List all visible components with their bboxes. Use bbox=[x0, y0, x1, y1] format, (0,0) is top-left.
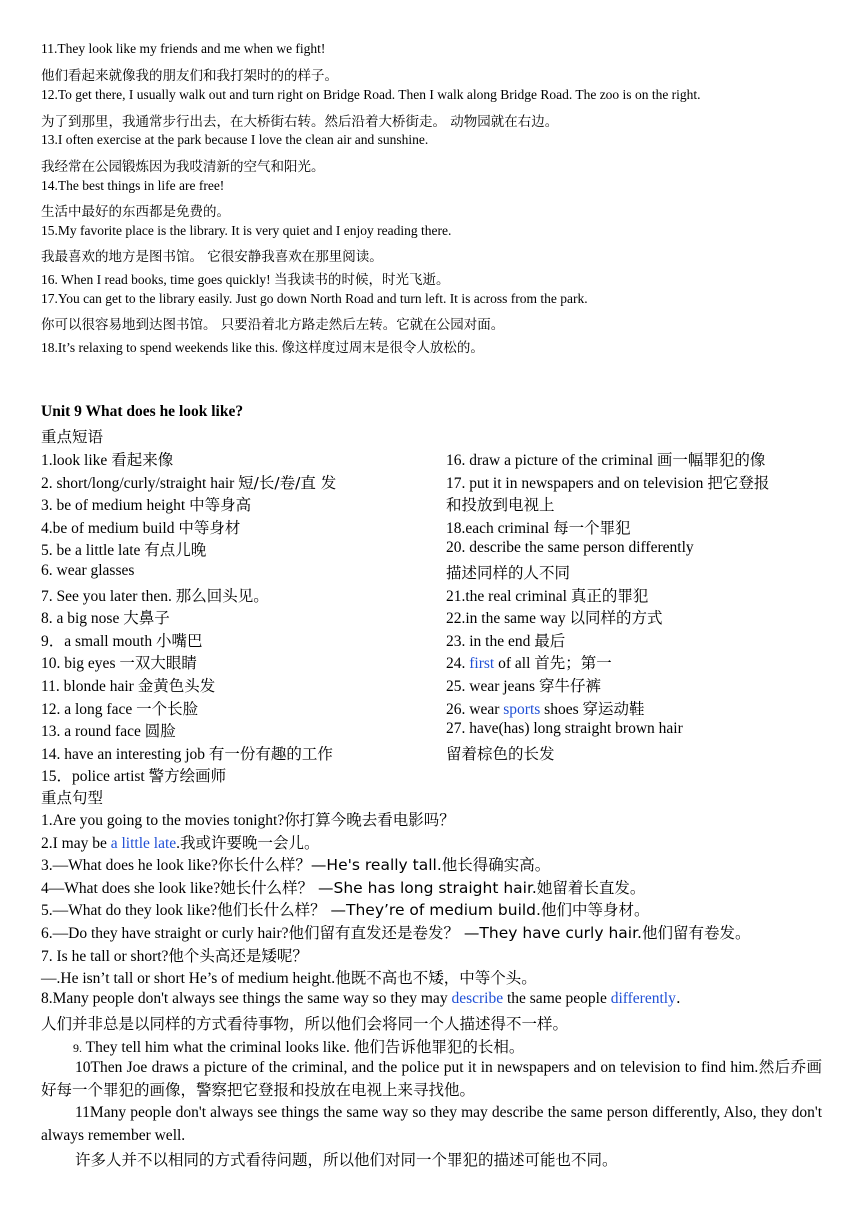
phrase-en: 5. be a little late bbox=[41, 542, 141, 560]
phrase-item bbox=[446, 538, 694, 557]
phrase-en: 8. a big nose bbox=[41, 610, 120, 628]
phrase-en-tail: of all bbox=[494, 655, 531, 673]
sentence-en: 5.—What do they look like? bbox=[41, 902, 218, 920]
phrase-item bbox=[41, 538, 206, 560]
phrase-en: 11. blonde hair bbox=[41, 678, 134, 695]
phrase-zh: 把它登报 bbox=[707, 473, 770, 492]
phrase-item bbox=[41, 719, 176, 741]
sentence-16-zh: 当我读书的时候，时光飞逝。 bbox=[273, 272, 450, 288]
phrase-zh: 有点儿晚 bbox=[144, 541, 207, 560]
sentence-14-zh: 生活中最好的东西都是免费的。 bbox=[41, 204, 230, 220]
sentence-en: —.He isn’t tall or short He’s of medium height. bbox=[41, 970, 336, 988]
phrase-en: 18.each criminal bbox=[446, 519, 550, 537]
phrase-item bbox=[41, 742, 333, 764]
sentence-highlight: a little late bbox=[110, 834, 177, 852]
phrase-en: 14. have an interesting job bbox=[41, 745, 205, 763]
phrase-item bbox=[446, 651, 612, 673]
phrase-en: 17. put it in newspapers and on television bbox=[446, 474, 704, 492]
item-9-number: 9. bbox=[73, 1041, 82, 1055]
phrase-item bbox=[446, 697, 645, 719]
sentence-17-zh: 你可以很容易地到达图书馆。 只要沿着北方路走然后左转。它就在公园对面。 bbox=[41, 317, 505, 333]
sentence-zh: 她长什么样？ —She has long straight hair.她留着长直发。 bbox=[220, 878, 646, 897]
sentence-en: 1.Are you going to the movies tonight? bbox=[41, 812, 285, 829]
phrase-en: 15．police artist bbox=[41, 768, 145, 786]
sentence-zh: . bbox=[675, 988, 681, 1007]
phrase-item bbox=[41, 674, 215, 696]
phrase-zh: 中等身材 bbox=[178, 518, 241, 537]
sentence-13-en: 13.I often exercise at the park because I love the clean air and sunshine. bbox=[41, 132, 429, 147]
phrase-zh: 和投放到电视上 bbox=[446, 496, 555, 515]
phrase-zh: 留着棕色的长发 bbox=[446, 744, 555, 763]
sentence-zh: 他个头高还是矮呢？ bbox=[168, 946, 308, 965]
sentence-highlight-2: differently bbox=[610, 989, 676, 1007]
sentence-item bbox=[41, 876, 645, 898]
phrase-zh: 中等身高 bbox=[189, 496, 252, 515]
phrase-zh: 有一份有趣的工作 bbox=[208, 744, 333, 763]
sentence-18-zh: 像这样度过周末是很令人放松的。 bbox=[281, 340, 484, 356]
sentence-item bbox=[41, 831, 320, 853]
phrases-heading: 重点短语 bbox=[41, 428, 104, 446]
phrase-zh: 穿运动鞋 bbox=[582, 699, 645, 718]
sentence-8-zh: 人们并非总是以同样的方式看待事物，所以他们会将同一个人描述得不一样。 bbox=[41, 1015, 569, 1033]
sentences-heading: 重点句型 bbox=[41, 789, 104, 807]
item-11-zh: 许多人并不以相同的方式看待问题，所以他们对同一个罪犯的描述可能也不同。 bbox=[75, 1151, 618, 1169]
phrase-item bbox=[41, 651, 197, 673]
phrase-en: 9．a small mouth bbox=[41, 632, 153, 650]
sentence-en: 2.I may be bbox=[41, 834, 111, 852]
sentence-11-zh: 他们看起来就像我的朋友们和我打架时的的样子。 bbox=[41, 68, 338, 84]
phrase-zh: 一个长脸 bbox=[136, 699, 199, 718]
phrase-item bbox=[41, 584, 269, 606]
phrase-item bbox=[446, 516, 631, 538]
item-9-zh: 他们告诉他罪犯的长相。 bbox=[353, 1038, 525, 1056]
phrase-en: 7. See you later then. bbox=[41, 587, 172, 605]
phrase-en: 10. big eyes bbox=[41, 655, 116, 673]
phrase-item bbox=[446, 629, 565, 651]
sentence-17-en: 17.You can get to the library easily. Just go down North Road and turn left. It is across from the park. bbox=[41, 291, 588, 306]
phrase-item bbox=[446, 719, 683, 738]
phrase-en: 24. bbox=[446, 655, 470, 673]
sentence-item bbox=[41, 989, 681, 1008]
phrase-en: 1.look like bbox=[41, 452, 108, 469]
phrase-item bbox=[446, 561, 570, 583]
phrase-en: 27. have(has) long straight brown hair bbox=[446, 720, 683, 738]
sentence-en: 4—What does she look like? bbox=[41, 879, 221, 897]
sentence-en: 8.Many people don't always see things the same way so they may bbox=[41, 989, 452, 1007]
phrase-en-tail: shoes bbox=[540, 700, 579, 718]
phrase-en: 2. short/long/curly/straight hair bbox=[41, 474, 235, 492]
phrase-item bbox=[446, 493, 555, 515]
sentence-en-mid: . bbox=[176, 834, 181, 852]
sentence-en: 6.—Do they have straight or curly hair? bbox=[41, 925, 289, 942]
sentence-item bbox=[41, 966, 537, 988]
sentence-item bbox=[41, 898, 649, 920]
phrase-item bbox=[41, 629, 202, 651]
phrase-zh: 看起来像 bbox=[111, 451, 174, 469]
phrase-zh: 小嘴巴 bbox=[155, 631, 203, 650]
phrase-en: 21.the real criminal bbox=[446, 587, 567, 605]
sentence-item bbox=[41, 853, 550, 875]
phrase-item bbox=[41, 448, 173, 470]
sentence-zh: 你长什么样？—He's really tall.他长得确实高。 bbox=[217, 856, 551, 875]
phrase-zh: 金黄色头发 bbox=[137, 677, 216, 695]
unit-title: Unit 9 What does he look like? bbox=[41, 403, 244, 420]
phrase-item bbox=[446, 606, 663, 628]
sentence-item bbox=[41, 944, 308, 966]
phrase-zh: 真正的罪犯 bbox=[570, 586, 649, 605]
sentence-18 bbox=[41, 336, 484, 356]
phrase-highlight: sports bbox=[503, 700, 541, 718]
phrase-item bbox=[41, 697, 198, 719]
phrase-zh: 短/长/卷/直 发 bbox=[238, 473, 337, 492]
phrase-item bbox=[41, 561, 134, 580]
sentence-12-zh: 为了到那里，我通常步行出去，在大桥街右转。然后沿着大桥街走。 动物园就在右边。 bbox=[41, 114, 559, 130]
phrase-en: 4.be of medium build bbox=[41, 519, 175, 537]
sentence-15-zh: 我最喜欢的地方是图书馆。 它很安静我喜欢在那里阅读。 bbox=[41, 249, 383, 265]
item-11-paragraph: 11Many people don't always see things the same way so they may describe the same person differently, Also, they don't always remember well. bbox=[41, 1104, 822, 1144]
sentence-zh: 我或许要晚一会儿。 bbox=[180, 833, 320, 852]
phrase-en: 13. a round face bbox=[41, 723, 141, 741]
phrase-en: 20. describe the same person differently bbox=[446, 539, 694, 557]
sentence-en: 7. Is he tall or short? bbox=[41, 947, 169, 965]
sentence-15-en: 15.My favorite place is the library. It is very quiet and I enjoy reading there. bbox=[41, 223, 452, 238]
phrase-en: 16. draw a picture of the criminal bbox=[446, 452, 654, 469]
sentence-highlight: describe bbox=[451, 989, 504, 1007]
phrase-item bbox=[41, 471, 336, 493]
sentence-zh: 他既不高也不矮，中等个头。 bbox=[335, 969, 537, 988]
phrase-zh: 最后 bbox=[534, 631, 566, 650]
phrase-item bbox=[446, 448, 765, 470]
phrase-en: 25. wear jeans bbox=[446, 678, 536, 695]
phrase-zh: 画一幅罪犯的像 bbox=[656, 451, 766, 469]
sentence-zh: 你打算今晚去看电影吗？ bbox=[284, 811, 455, 829]
sentence-14-en: 14.The best things in life are free! bbox=[41, 178, 225, 193]
phrase-en: 6. wear glasses bbox=[41, 562, 135, 579]
phrase-en: 26. wear bbox=[446, 700, 504, 718]
sentence-13-zh: 我经常在公园锻炼因为我哎清新的空气和阳光。 bbox=[41, 159, 325, 175]
item-9 bbox=[73, 1035, 524, 1057]
phrase-zh: 圆脸 bbox=[144, 722, 176, 741]
sentence-12-en: 12.To get there, I usually walk out and turn right on Bridge Road. Then I walk along Bridge Road. The zoo is on the right. bbox=[41, 87, 701, 102]
phrase-zh: 警方绘画师 bbox=[148, 767, 227, 786]
sentence-18-en: 18.It’s relaxing to spend weekends like this. bbox=[41, 340, 278, 355]
phrase-zh: 穿牛仔裤 bbox=[538, 677, 601, 695]
item-10-paragraph: 10Then Joe draws a picture of the criminal, and the police put it in newspapers and on television to find him.然后乔画好每一个罪犯的画像，警察把它登报和投放在电视上来寻找他。 bbox=[41, 1059, 822, 1099]
sentence-item bbox=[41, 921, 750, 943]
phrase-item bbox=[41, 606, 170, 628]
sentence-item bbox=[41, 808, 455, 830]
sentence-zh: 他们长什么样？ —They’re of medium build.他们中等身材。 bbox=[217, 901, 650, 920]
phrase-zh: 首先；第一 bbox=[534, 654, 612, 673]
phrase-zh: 描述同样的人不同 bbox=[446, 564, 571, 582]
phrase-zh: 以同样的方式 bbox=[569, 609, 663, 628]
phrase-item bbox=[41, 516, 240, 538]
phrase-item bbox=[41, 764, 226, 786]
phrase-item bbox=[446, 584, 648, 606]
sentence-16-en: 16. When I read books, time goes quickly! bbox=[41, 272, 271, 287]
phrase-zh: 每一个罪犯 bbox=[553, 518, 631, 537]
sentence-zh: 他们留有直发还是卷发？ —They have curly hair.他们留有卷发。 bbox=[288, 924, 751, 942]
phrase-en: 22.in the same way bbox=[446, 610, 566, 628]
phrase-en: 3. be of medium height bbox=[41, 497, 186, 515]
phrase-zh: 那么回头见。 bbox=[175, 586, 269, 605]
phrase-item bbox=[446, 674, 601, 696]
item-9-en: They tell him what the criminal looks like. bbox=[82, 1039, 350, 1056]
phrase-zh: 一双大眼睛 bbox=[119, 654, 197, 673]
phrase-highlight: first bbox=[469, 655, 495, 673]
phrase-item bbox=[446, 471, 769, 493]
phrase-item bbox=[446, 742, 555, 764]
sentence-en-mid: the same people bbox=[503, 989, 611, 1007]
phrase-en: 12. a long face bbox=[41, 700, 133, 718]
sentence-11-en: 11.They look like my friends and me when we fight! bbox=[41, 41, 326, 56]
phrase-zh: 大鼻子 bbox=[123, 609, 170, 628]
phrase-en: 23. in the end bbox=[446, 632, 531, 650]
sentence-en: 3.—What does he look like? bbox=[41, 857, 218, 875]
sentence-16 bbox=[41, 268, 449, 288]
phrase-item bbox=[41, 493, 251, 515]
